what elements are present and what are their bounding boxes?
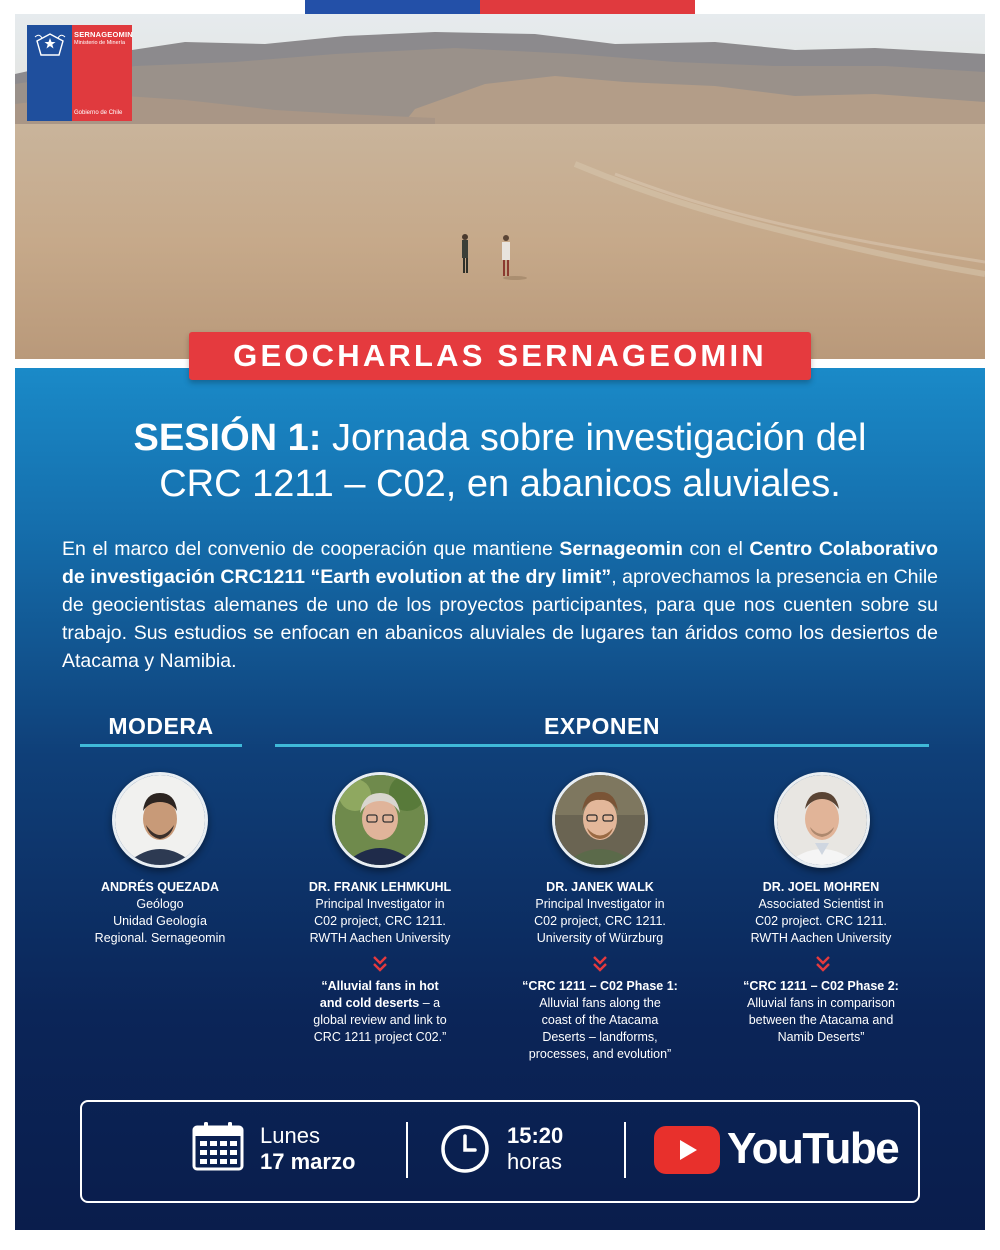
chevron-down-icon [815,955,831,973]
talk-text: between the Atacama and [748,1013,894,1027]
logo-ministry: Ministerio de Minería [74,40,126,46]
avatar-janek-walk [552,772,648,868]
person-role: C02 project, CRC 1211. [314,914,446,928]
speakers-heading: EXPONEN [544,713,660,739]
chile-crest-icon [33,29,67,59]
chevron-down-icon [372,955,388,973]
talk-text: Namib Deserts” [777,1030,865,1044]
talk-text: Deserts – landforms, [542,1030,658,1044]
event-day: Lunes [260,1123,320,1148]
talk-text: processes, and evolution” [528,1047,672,1061]
event-time-unit: horas [507,1149,563,1174]
logo-government: Gobierno de Chile [74,110,123,116]
geocharlas-banner: GEOCHARLAS SERNAGEOMIN [189,332,811,380]
person-frank-lehmkuhl [285,879,475,947]
talk-text: CRC 1211 project C02.” [313,1030,447,1044]
talk-janek-walk [505,978,695,1063]
person-name: DR. FRANK LEHMKUHL [308,880,452,894]
talk-text: – a [419,996,441,1010]
event-time [507,1123,563,1175]
session-title [30,415,970,507]
moderator-underline [80,744,242,747]
session-title-line2: CRC 1211 – C02, en abanicos aluviales. [159,463,841,505]
person-affiliation: RWTH Aachen University [750,931,892,945]
info-divider [624,1122,626,1178]
person-name: DR. JANEK WALK [546,880,654,894]
talk-frank-lehmkuhl [285,978,475,1046]
talk-text: Alluvial fans along the [539,996,661,1010]
intro-paragraph [62,535,938,675]
sernageomin-logo [27,25,132,121]
flag-bar-blue [305,0,480,14]
person-role: C02 project. CRC 1211. [755,914,887,928]
person-role: Unidad Geología [113,914,207,928]
info-divider [406,1122,408,1178]
talk-title: “Alluvial fans in hot [321,979,439,993]
person-affiliation: RWTH Aachen University [309,931,451,945]
talk-joel-mohren [726,978,916,1046]
intro-text-1: En el marco del convenio de cooperación que mantiene [62,538,560,560]
person-andres-quezada [65,879,255,947]
intro-bold-2: Centro Colaborativo de investigación CRC1211 “Earth evolution at the dry limit” [62,538,939,588]
person-joel-mohren [726,879,916,947]
person-affiliation: Regional. Sernageomin [94,931,226,945]
event-time-value: 15:20 [507,1123,564,1148]
youtube-wordmark[interactable]: YouTube [727,1124,899,1173]
person-name: ANDRÉS QUEZADA [100,880,220,894]
talk-text: global review and link to [313,1013,447,1027]
speakers-underline [275,744,929,747]
person-role: Associated Scientist in [758,897,884,911]
hero-desert-photo [15,14,985,359]
avatar-frank-lehmkuhl [332,772,428,868]
moderator-heading: MODERA [108,713,214,739]
avatar-andres-quezada [112,772,208,868]
session-title-line1: Jornada sobre investigación del [332,417,867,459]
chevron-down-icon [592,955,608,973]
session-label: SESIÓN 1: [133,417,322,459]
person-role: C02 project, CRC 1211. [534,914,666,928]
intro-text-3: , aprovechamos la presencia en Chile de geocientistas alemanes de uno de los proyectos participantes, para que nos cuenten sobre su trabajo. Sus estudios se enfocan en abanicos aluviales de lugares tan áridos como los desiertos de Atacama y Namibia. [62,566,939,672]
person-role: Geólogo [136,897,184,911]
talk-title: and cold deserts [319,996,420,1010]
calendar-icon [192,1121,244,1171]
clock-icon [440,1124,490,1174]
talk-text: Alluvial fans in comparison [747,996,895,1010]
talk-title: “CRC 1211 – C02 Phase 1: [522,979,678,993]
person-janek-walk [505,879,695,947]
person-name: DR. JOEL MOHREN [762,880,880,894]
talk-text: coast of the Atacama [541,1013,659,1027]
event-date-value: 17 marzo [260,1149,356,1174]
event-date [260,1123,355,1175]
avatar-joel-mohren [774,772,870,868]
person-role: Principal Investigator in [315,897,445,911]
talk-title: “CRC 1211 – C02 Phase 2: [743,979,899,993]
youtube-play-icon[interactable] [654,1126,720,1174]
intro-bold-1: Sernageomin [559,538,683,560]
flag-bar-red [480,0,695,14]
intro-text-2: con el [682,538,750,560]
logo-name: SERNAGEOMIN [74,30,133,39]
person-role: Principal Investigator in [535,897,665,911]
person-affiliation: University of Würzburg [536,931,664,945]
